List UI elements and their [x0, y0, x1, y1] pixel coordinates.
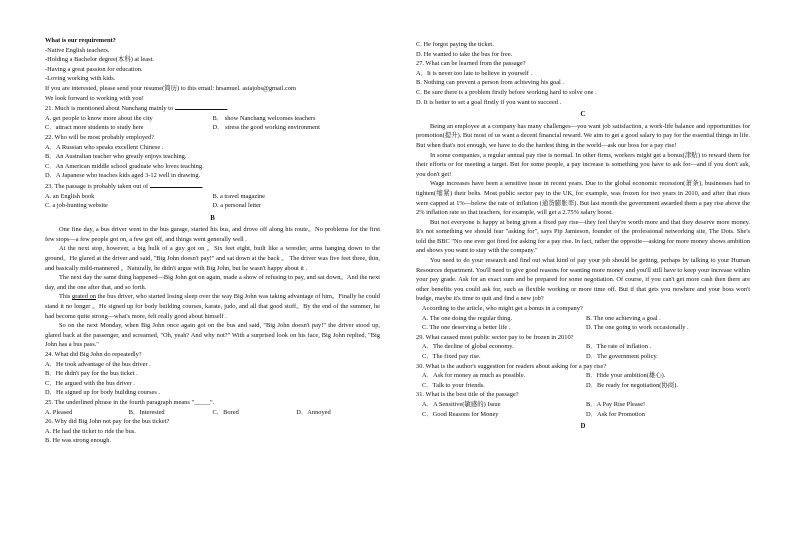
option-a: A. He had the ticket to ride the bus.	[45, 427, 136, 435]
option-d: D. The one going to work occasionally .	[586, 324, 689, 332]
passage-paragraph: In some companies, a regular annual pay rise is normal. In other firms, workers might get a bonus(津贴) to reward them for their efforts or for meeting a target. But for some people, a pay increase is something you have to ask for—and if you don't ask, you don't get!	[416, 151, 750, 178]
option-c: C．An American middle school graduate who loves teaching.	[45, 162, 204, 170]
passage-paragraph: But not everyone is happy at being given a fixed pay rise—they feel they're worth more and that they deserve more money. It's not something we should fear "asking for", says Pip Jamieson, founder of the professional networking site, The Dots. She's told the BBC "No one ever got fired for asking for a pay rise. In fact, rather the opposite—asking for more money shows ambition and shows you want to stay with the company."	[416, 218, 750, 255]
underlined-phrase: grated on	[72, 293, 96, 301]
contact-line: If you are interested, please send your resume(简历) to this email: hrsamuel. asiajobs@gmail.com	[45, 84, 296, 92]
option-b: B. a travel magazine	[212, 192, 266, 200]
option-d: D. a personal letter	[212, 202, 262, 210]
option-b: B．Interested	[128, 408, 165, 416]
option-d: D．A Japanese who teaches kids aged 3-12 well in drawing.	[45, 172, 201, 180]
option-b: B． show Nanchang welcomes teachers	[212, 114, 316, 122]
passage-paragraph: So on the next Monday, when Big John once again got on the bus and said, "Big John doesn't pay!" the driver stood up, glared back at the passenger, and screamed, "Oh, yeah? And why not?" With a surprised look on his face, Big John replied, "Big John has a bus pass."	[45, 322, 380, 349]
question-22-stem: 22. Who will be most probably employed?	[45, 133, 155, 141]
question-23-stem	[45, 181, 380, 192]
option-b: B．The rate of inflation .	[586, 343, 652, 351]
option-d: D. He wanted to take the bus for free.	[416, 50, 513, 58]
question-26-stem: 26. Why did Big John not pay for the bus ticket?	[45, 418, 170, 426]
option-a: A．The decline of global economy.	[422, 343, 514, 351]
option-d: D．Annoyed	[296, 408, 331, 416]
question-30-stem: 30. What is the author's suggestion for readers about asking for a pay rise?	[416, 362, 607, 370]
question-28-stem: According to the article, who might get a bonus in a company?	[422, 305, 583, 313]
option-c: C. The one deserving a better life .	[422, 324, 511, 332]
q21-stem-end: .	[226, 105, 229, 113]
requirements-heading: What is our requirement?	[45, 37, 116, 44]
option-c: C．Bored	[212, 408, 239, 416]
question-27-stem: 27. What can be learned from the passage?	[416, 60, 526, 68]
option-c: C．The fixed pay rise.	[422, 353, 481, 360]
q21-options-row	[45, 114, 380, 124]
q28-options-row	[416, 314, 750, 324]
q29-options-row	[416, 352, 750, 362]
option-d: D．Be ready for negotiation(协商).	[586, 381, 678, 389]
q23-options-row	[45, 192, 380, 202]
contact-line: We look forward to working with you!	[45, 94, 144, 102]
q25-options-row	[45, 408, 380, 418]
option-c: C．Talk to your friends.	[422, 381, 485, 389]
option-d: D. It is better to set a goal firstly if you want to succeed .	[416, 98, 562, 106]
q23-stem-end: .	[201, 182, 204, 190]
option-b: B．A Pay Rise Please!	[586, 400, 646, 408]
answer-blank	[150, 181, 202, 188]
option-a: A. an English book	[45, 192, 95, 200]
question-31-stem: 31. What is the best title of the passage?	[416, 391, 519, 399]
question-29-stem: 29. What caused most public sector pay to be frozen in 2010?	[416, 333, 574, 341]
option-a: A. Pleased	[45, 408, 73, 416]
option-c: C. He forgot paying the ticket.	[416, 41, 494, 48]
q23-stem-text: 23. The passage is probably taken out of	[45, 182, 149, 190]
section-heading-c: C	[580, 111, 586, 119]
option-d: D． stress the good working environment	[212, 124, 320, 132]
option-d: D．Ask for Promotion	[586, 410, 645, 418]
right-column	[416, 40, 750, 434]
q31-options-row	[416, 410, 750, 420]
q21-stem-text: 21. Much is mentioned about Nanchang mainly to	[45, 105, 174, 113]
passage-paragraph: Being an employee at a company has many challenges—you want job satisfaction, a work-life balance and opportunities for promotion(提升). But most of us want a decent financial reward. We aim to get a good salary to pay for the essential things in life. But when that's not enough, we have to do the hardest thing in the world—ask our boss for a pay rise!	[416, 122, 750, 149]
option-a: A. get people to know more about the city	[45, 114, 153, 122]
q28-options-row	[416, 323, 750, 333]
q31-options-row	[416, 400, 750, 410]
passage-paragraph: Wage increases have been a sensitive issue in recent years. Due to the global economic recession(萧条), businesses had to tighten(缩紧) their belts. Most public sector pay in the UK, for example, was frozen for two years in 2010, and after that rises were capped at 1%—below the rate of inflation (通货膨胀率). But last month the government awarded them a pay rise above the 2% inflation rate so that teachers, for example, will get a 2.75% salary boost.	[416, 180, 750, 217]
option-a: A．It is never too late to believe in yourself .	[416, 69, 533, 77]
option-b: B．Hide your ambition(雄心).	[586, 372, 666, 380]
option-c: C．Good Reasons for Money	[422, 410, 499, 418]
answer-blank	[175, 103, 229, 113]
q23-options-row	[45, 201, 380, 211]
option-a: A. The one doing the regular thing.	[422, 314, 513, 322]
q30-options-row	[416, 371, 750, 381]
option-b: B．He didn't pay for the bus ticket .	[45, 370, 138, 378]
option-c: C. Be sure there is a problem firstly before working hard to solve one .	[416, 88, 597, 96]
option-a: A．Ask for money as much as possible.	[422, 372, 526, 380]
passage-paragraph-underlined: This grated on the bus driver, who started losing sleep over the way Big John was taking advantage of him。Finally he could stand it no longer 。He signed up for body building courses, karate, judo, and all that good stuff。By the end of the summer, he had become quite strong—what's more, felt really good about himself .	[45, 293, 381, 320]
passage-paragraph: One fine day, a bus driver went to the bus garage, started his bus, and drove off along his route。No problems for the first few stops—a few people got on, a few got off, and things went generally well .	[45, 226, 380, 243]
q21-options-row	[45, 123, 380, 133]
option-a: A．A Sensitive(敏感的) Issue	[422, 400, 501, 408]
requirement-item: -Native English teachers.	[45, 46, 110, 54]
option-d: D．He signed up for body building courses .	[45, 389, 161, 397]
passage-paragraph: You need to do your research and find out what kind of pay your job should be getting, perhaps by talking to your Human Resources department. You'll need to give good reasons for wanting more money and you'll still have to keep your increase within your pay grade. Ask for an exact sum and be prepared for some negotiation. Of course, if you can't get more cash then there are other benefits you could ask for, such as flexible working or more time off. But if that gets you nowhere and your boss won't budge, maybe it's time to quit and find a new job?	[416, 257, 750, 303]
option-c: C. a job-hunting website	[45, 202, 108, 210]
option-a: A．A Russian who speaks excellent Chinese .	[45, 143, 164, 151]
requirement-item: -Loving working with kids.	[45, 75, 116, 83]
option-b: B．An Australian teacher who greatly enjoys teaching.	[45, 153, 187, 161]
question-21-stem	[45, 103, 380, 114]
requirement-item: -Holding a Bachelor degree(本科) at least.	[45, 56, 154, 64]
option-b: B. The one achieving a goal .	[586, 314, 661, 322]
option-d: D．The government policy.	[586, 353, 658, 360]
q29-options-row	[416, 342, 750, 352]
option-a: A．He took advantage of the bus driver .	[45, 360, 151, 368]
section-heading-b: B	[210, 214, 215, 222]
option-b: B. He was strong enough.	[45, 437, 112, 445]
section-heading-d: D	[580, 423, 586, 431]
requirement-item: -Having a great passion for education.	[45, 65, 143, 73]
passage-paragraph: The next day the same thing happened—Big John got on again, made a show of refusing to pay, and sat down。And the next day, and the one after that, and so forth.	[45, 274, 380, 291]
option-c: C．He argued with the bus driver .	[45, 379, 135, 387]
option-b: B. Nothing can prevent a person from achieving his goal .	[416, 79, 565, 87]
option-c: C．attract more students to study here	[45, 124, 144, 132]
question-24-stem: 24. What did Big John do repeatedly?	[45, 351, 142, 358]
passage-paragraph: At the next stop, however, a big hulk of a guy got on 。Six feet eight, built like a wrestler, arms hanging down to the ground。He glared at the driver and said, "Big John doesn't pay!" and sat down at the back 。 The driver was five feet three, thin, and basically mild-mannered 。Naturally, he didn't argue with Big John, but he wasn't happy about it .	[45, 245, 380, 272]
question-25-stem: 25. The underlined phrase in the fourth paragraph means "_____".	[45, 398, 215, 406]
left-column	[45, 36, 380, 446]
q30-options-row	[416, 381, 750, 391]
